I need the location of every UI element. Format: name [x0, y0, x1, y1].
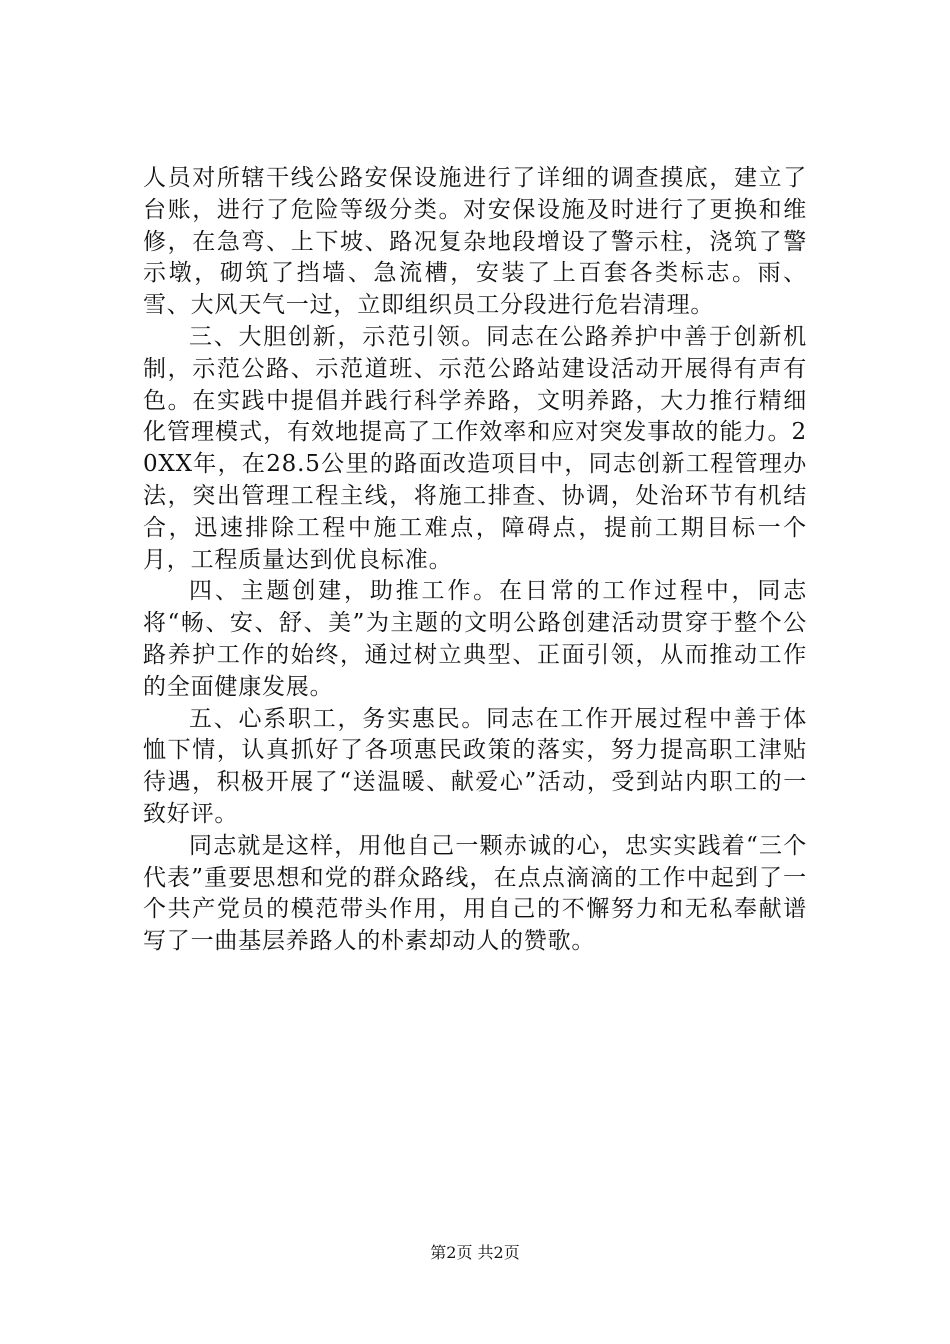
paragraph-section-three: 三、大胆创新，示范引领。同志在公路养护中善于创新机制，示范公路、示范道班、示范公路站建设活动开展得有声有色。在实践中提倡并践行科学养路，文明养路，大力推行精细化管理模式，有效地提高了工作效率和应对突发事故的能力。20XX年，在28.5公里的路面改造项目中，同志创新工程管理办法，突出管理工程主线，将施工排查、协调，处治环节有机结合，迅速排除工程中施工难点，障碍点，提前工期目标一个月，工程质量达到优良标准。: [143, 323, 807, 573]
paragraph-continuation: 人员对所辖干线公路安保设施进行了详细的调查摸底，建立了台账，进行了危险等级分类。对安保设施及时进行了更换和维修，在急弯、上下坡、路况复杂地段增设了警示柱，浇筑了警示墩，砌筑了挡墙、急流槽，安装了上百套各类标志。雨、雪、大风天气一过，立即组织员工分段进行危岩清理。: [143, 165, 807, 319]
page-number: 第2页 共2页: [430, 1243, 520, 1262]
paragraph-section-four: 四、主题创建，助推工作。在日常的工作过程中，同志将“畅、安、舒、美”为主题的文明公路创建活动贯穿于整个公路养护工作的始终，通过树立典型、正面引领，从而推动工作的全面健康发展。: [143, 578, 807, 700]
paragraph-section-five: 五、心系职工，务实惠民。同志在工作开展过程中善于体恤下情，认真抓好了各项惠民政策的落实，努力提高职工津贴待遇，积极开展了“送温暖、献爱心”活动，受到站内职工的一致好评。: [143, 705, 807, 827]
paragraph-conclusion: 同志就是这样，用他自己一颗赤诚的心，忠实实践着“三个代表”重要思想和党的群众路线，在点点滴滴的工作中起到了一个共产党员的模范带头作用，用自己的不懈努力和无私奉献谱写了一曲基层养路人的朴素却动人的赞歌。: [143, 832, 807, 955]
page-footer: [0, 1243, 950, 1263]
document-body: [143, 163, 807, 958]
